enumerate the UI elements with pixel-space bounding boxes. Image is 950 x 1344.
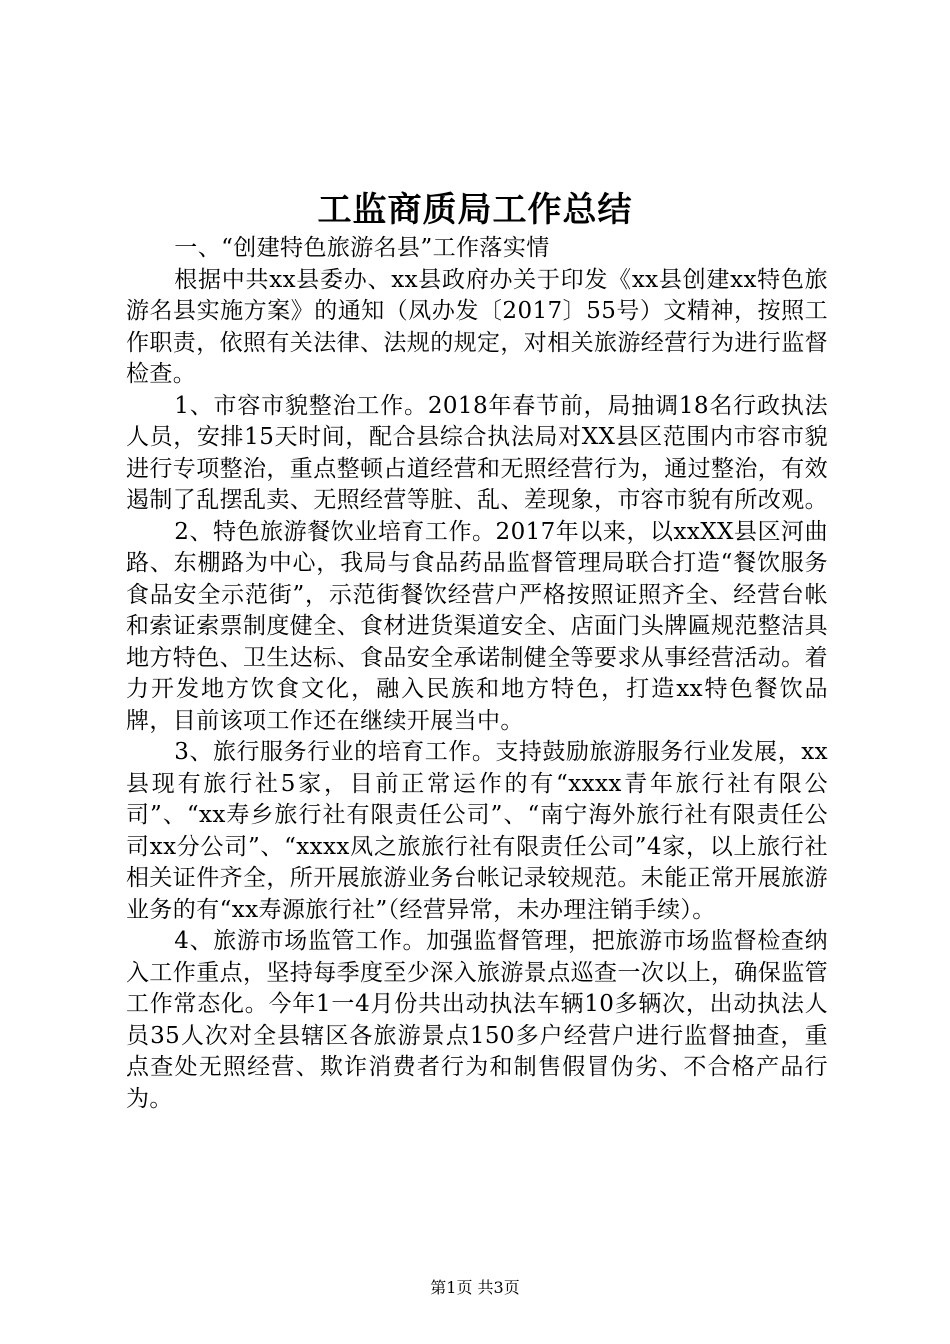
document-body — [126, 233, 828, 1115]
document-title: 工监商质局工作总结 — [317, 190, 633, 230]
paragraph-item-3: 3、旅行服务行业的培育工作。支持鼓励旅游服务行业发展，xx县现有旅行社5家，目前正常运作的有“xxxx青年旅行社有限公司”、“xx寿乡旅行社有限责任公司”、“南宁海外旅行社有限责任公司xx分公司”、“xxxx凤之旅旅行社有限责任公司”4家，以上旅行社相关证件齐全，所开展旅游业务台帐记录较规范。未能正常开展旅游业务的有“xx寿源旅行社”（经营异常，未办理注销手续）。 — [126, 739, 828, 923]
paragraph-item-4: 4、旅游市场监管工作。加强监督管理，把旅游市场监督检查纳入工作重点，坚持每季度至少深入旅游景点巡查一次以上，确保监管工作常态化。今年1一4月份共出动执法车辆10多辆次，出动执法人员35人次对全县辖区各旅游景点150多户经营户进行监督抽查，重点查处无照经营、欺诈消费者行为和制售假冒伪劣、不合格产品行为。 — [126, 928, 828, 1112]
paragraph-item-1: 1、市容市貌整治工作。2018年春节前，局抽调18名行政执法人员，安排15天时间，配合县综合执法局对XX县区范围内市容市貌进行专项整治，重点整顿占道经营和无照经营行为，通过整治，有效遏制了乱摆乱卖、无照经营等脏、乱、差现象，市容市貌有所改观。 — [126, 392, 828, 513]
paragraph-intro: 根据中共xx县委办、xx县政府办关于印发《xx县创建xx特色旅游名县实施方案》的通知（凤办发〔2017〕55号）文精神，按照工作职责，依照有关法律、法规的规定，对相关旅游经营行为进行监督检查。 — [126, 266, 828, 387]
section-heading: 一、“创建特色旅游名县”工作落实情 — [174, 235, 550, 261]
paragraph-item-2: 2、特色旅游餐饮业培育工作。2017年以来，以xxXX县区河曲路、东棚路为中心，我局与食品药品监督管理局联合打造“餐饮服务食品安全示范街”，示范街餐饮经营户严格按照证照齐全、经营台帐和索证索票制度健全、食材进货渠道安全、店面门头牌匾规范整洁具地方特色、卫生达标、食品安全承诺制健全等要求从事经营活动。着力开发地方饮食文化，融入民族和地方特色，打造xx特色餐饮品牌，目前该项工作还在继续开展当中。 — [126, 518, 828, 734]
page-number-footer: 第1页 共3页 — [430, 1278, 520, 1297]
